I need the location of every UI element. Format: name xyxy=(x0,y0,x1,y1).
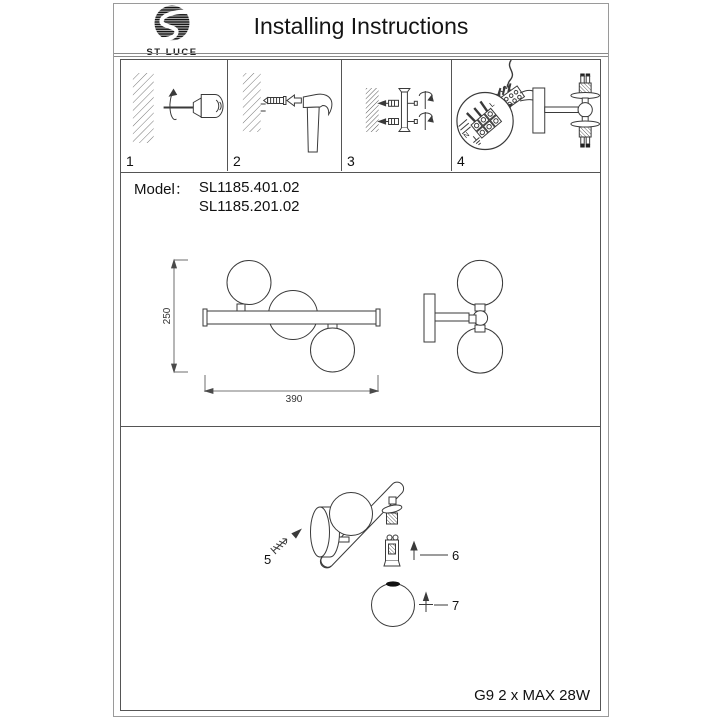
step-panel-1 xyxy=(121,60,228,171)
installation-steps xyxy=(121,60,600,173)
live-terminal-label: L xyxy=(488,101,497,109)
model-label: Model： xyxy=(134,181,190,198)
step-panel-4 xyxy=(452,60,600,171)
height-dimension-label: 250 xyxy=(162,307,173,325)
width-dimension-label: 390 xyxy=(285,394,303,405)
exploded-view-section xyxy=(121,427,600,710)
step-number: 4 xyxy=(457,153,465,169)
hammer-anchor-icon xyxy=(228,60,341,171)
part-7-label: 7 xyxy=(452,598,460,613)
drill-wall-icon xyxy=(121,60,227,171)
step-number: 2 xyxy=(233,153,241,169)
brand-name: ST LUCE xyxy=(146,47,198,58)
exploded-parts-drawing xyxy=(121,427,600,710)
glass-sphere xyxy=(330,493,373,536)
wiring-terminal-icon xyxy=(452,60,600,171)
content-box xyxy=(120,59,601,711)
model-block xyxy=(134,178,300,216)
dimension-drawing-section xyxy=(121,172,600,427)
side-view-drawing xyxy=(424,260,503,373)
step-number: 1 xyxy=(126,153,134,169)
neutral-terminal-label: N xyxy=(462,131,472,141)
step-panel-2 xyxy=(228,60,342,171)
model-numbers xyxy=(199,178,300,216)
glass-globe-drawing xyxy=(372,581,415,626)
header-divider xyxy=(114,53,608,57)
step-panel-3 xyxy=(342,60,452,171)
front-view-drawing xyxy=(203,261,380,373)
g9-bulb-drawing xyxy=(384,535,400,566)
document-frame xyxy=(113,3,609,717)
model-number-1: SL1185.401.02 xyxy=(198,179,300,196)
step-number: 3 xyxy=(347,153,355,169)
screw-part-drawing xyxy=(271,536,290,554)
part-5-label: 5 xyxy=(264,552,272,567)
part-6-label: 6 xyxy=(452,548,460,563)
model-number-2: SL1185.201.02 xyxy=(198,198,300,215)
lamp-spec: G9 2 x MAX 28W xyxy=(474,687,590,704)
page-title: Installing Instructions xyxy=(253,13,469,39)
bracket-screws-icon xyxy=(342,60,451,171)
